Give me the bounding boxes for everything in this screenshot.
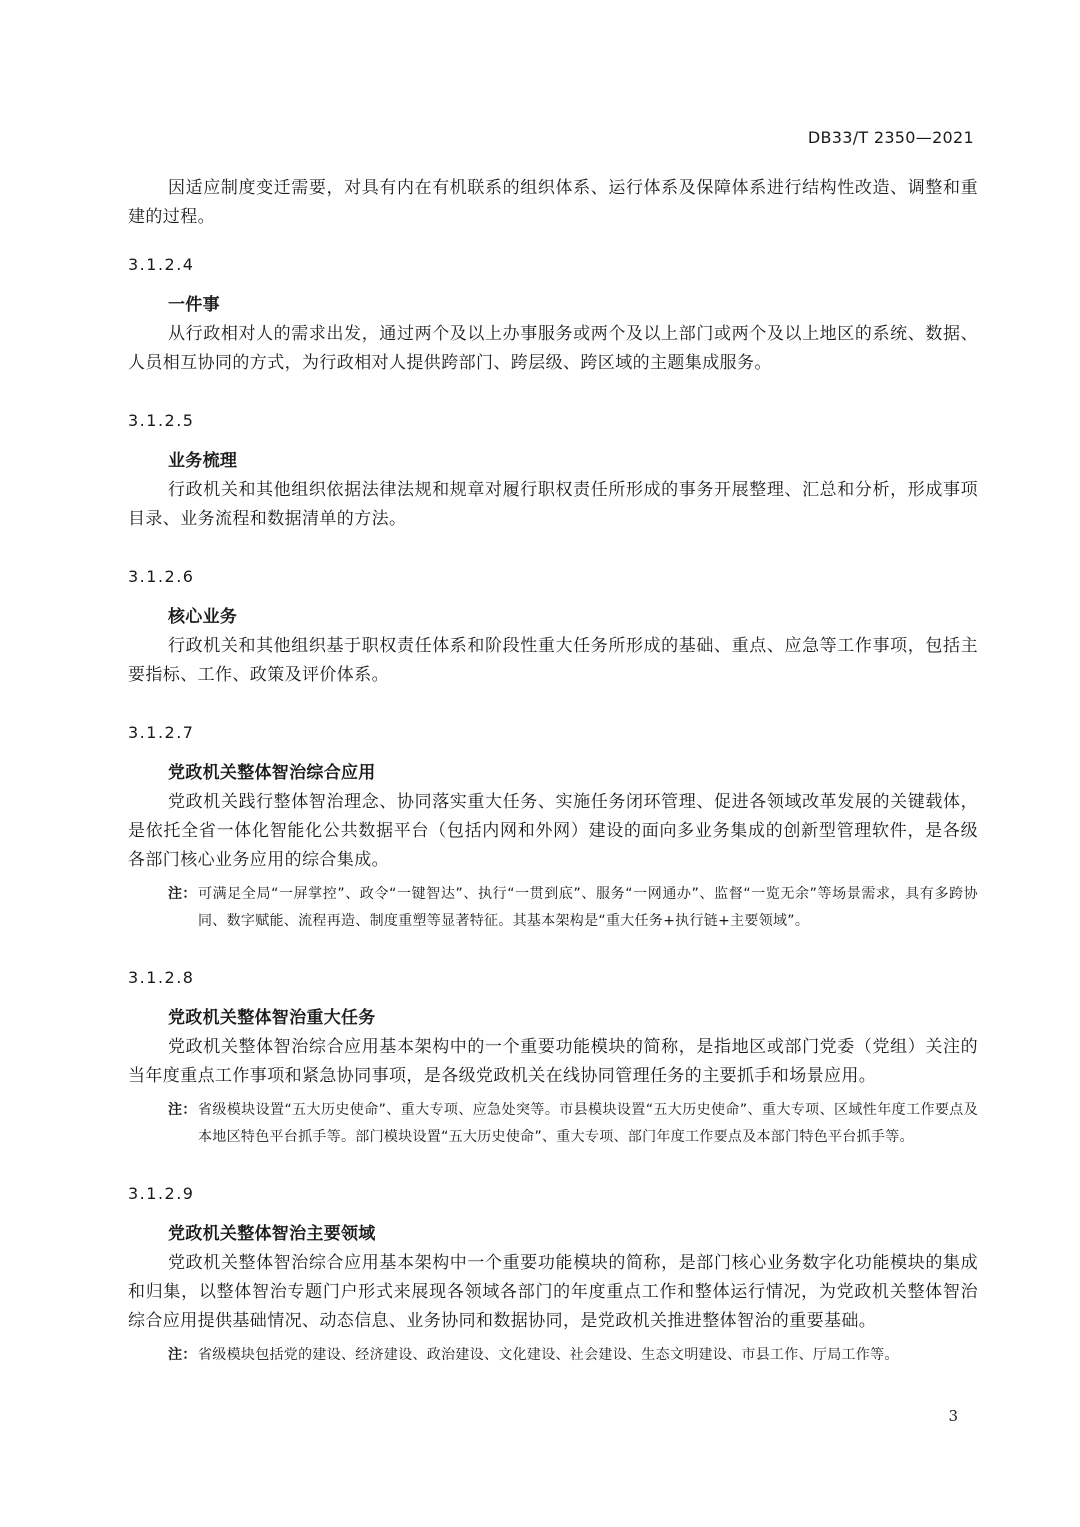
note-3-1-2-8 bbox=[168, 1097, 978, 1151]
note-3-1-2-9 bbox=[168, 1342, 978, 1369]
definition-3-1-2-5: 行政机关和其他组织依据法律法规和规章对履行职权责任所形成的事务开展整理、汇总和分析，形成事项目录、业务流程和数据清单的方法。 bbox=[128, 480, 978, 529]
intro-paragraph: 因适应制度变迁需要，对具有内在有机联系的组织体系、运行体系及保障体系进行结构性改造、调整和重建的过程。 bbox=[128, 178, 978, 227]
clause-number-3-1-2-9: 3.1.2.9 bbox=[128, 1184, 195, 1203]
standard-code-header: DB33/T 2350—2021 bbox=[807, 128, 974, 147]
definition-3-1-2-6: 行政机关和其他组织基于职权责任体系和阶段性重大任务所形成的基础、重点、应急等工作事项，包括主要指标、工作、政策及评价体系。 bbox=[128, 636, 978, 685]
document-body bbox=[128, 174, 978, 1369]
note-3-1-2-7 bbox=[168, 881, 978, 935]
note-text: 可满足全局“一屏掌控”、政令“一键智达”、执行“一贯到底”、服务“一网通办”、监督“一览无余”等场景需求，具有多跨协同、数字赋能、流程再造、制度重塑等显著特征。其基本架构是“重大任务+执行链+主要领域”。 bbox=[198, 886, 978, 929]
clause-number-3-1-2-4: 3.1.2.4 bbox=[128, 255, 195, 274]
term-title-3-1-2-6: 核心业务 bbox=[168, 607, 238, 627]
note-text: 省级模块设置“五大历史使命”、重大专项、应急处突等。市县模块设置“五大历史使命”、重大专项、区域性年度工作要点及本地区特色平台抓手等。部门模块设置“五大历史使命”、重大专项、部门年度工作要点及本部门特色平台抓手等。 bbox=[198, 1102, 978, 1145]
definition-3-1-2-9: 党政机关整体智治综合应用基本架构中一个重要功能模块的简称，是部门核心业务数字化功能模块的集成和归集，以整体智治专题门户形式来展现各领域各部门的年度重点工作和整体运行情况，为党政机关整体智治综合应用提供基础情况、动态信息、业务协同和数据协同，是党政机关推进整体智治的重要基础。 bbox=[128, 1253, 978, 1331]
note-label: 注： bbox=[168, 1102, 197, 1118]
clause-number-3-1-2-8: 3.1.2.8 bbox=[128, 968, 195, 987]
term-title-3-1-2-5: 业务梳理 bbox=[168, 451, 238, 471]
term-title-3-1-2-9: 党政机关整体智治主要领域 bbox=[168, 1224, 376, 1244]
clause-number-3-1-2-7: 3.1.2.7 bbox=[128, 723, 195, 742]
definition-3-1-2-8: 党政机关整体智治综合应用基本架构中的一个重要功能模块的简称，是指地区或部门党委（党组）关注的当年度重点工作事项和紧急协同事项，是各级党政机关在线协同管理任务的主要抓手和场景应用。 bbox=[128, 1037, 978, 1086]
term-title-3-1-2-7: 党政机关整体智治综合应用 bbox=[168, 763, 376, 783]
note-text: 省级模块包括党的建设、经济建设、政治建设、文化建设、社会建设、生态文明建设、市县工作、厅局工作等。 bbox=[198, 1347, 899, 1363]
page-number: 3 bbox=[948, 1407, 958, 1425]
definition-3-1-2-7: 党政机关践行整体智治理念、协同落实重大任务、实施任务闭环管理、促进各领域改革发展的关键载体，是依托全省一体化智能化公共数据平台（包括内网和外网）建设的面向多业务集成的创新型管理软件，是各级各部门核心业务应用的综合集成。 bbox=[128, 792, 978, 870]
note-label: 注： bbox=[168, 1347, 197, 1363]
definition-3-1-2-4: 从行政相对人的需求出发，通过两个及以上办事服务或两个及以上部门或两个及以上地区的系统、数据、人员相互协同的方式，为行政相对人提供跨部门、跨层级、跨区域的主题集成服务。 bbox=[128, 324, 978, 373]
term-title-3-1-2-8: 党政机关整体智治重大任务 bbox=[168, 1008, 376, 1028]
note-label: 注： bbox=[168, 886, 197, 902]
term-title-3-1-2-4: 一件事 bbox=[168, 295, 220, 315]
clause-number-3-1-2-6: 3.1.2.6 bbox=[128, 567, 195, 586]
clause-number-3-1-2-5: 3.1.2.5 bbox=[128, 411, 195, 430]
